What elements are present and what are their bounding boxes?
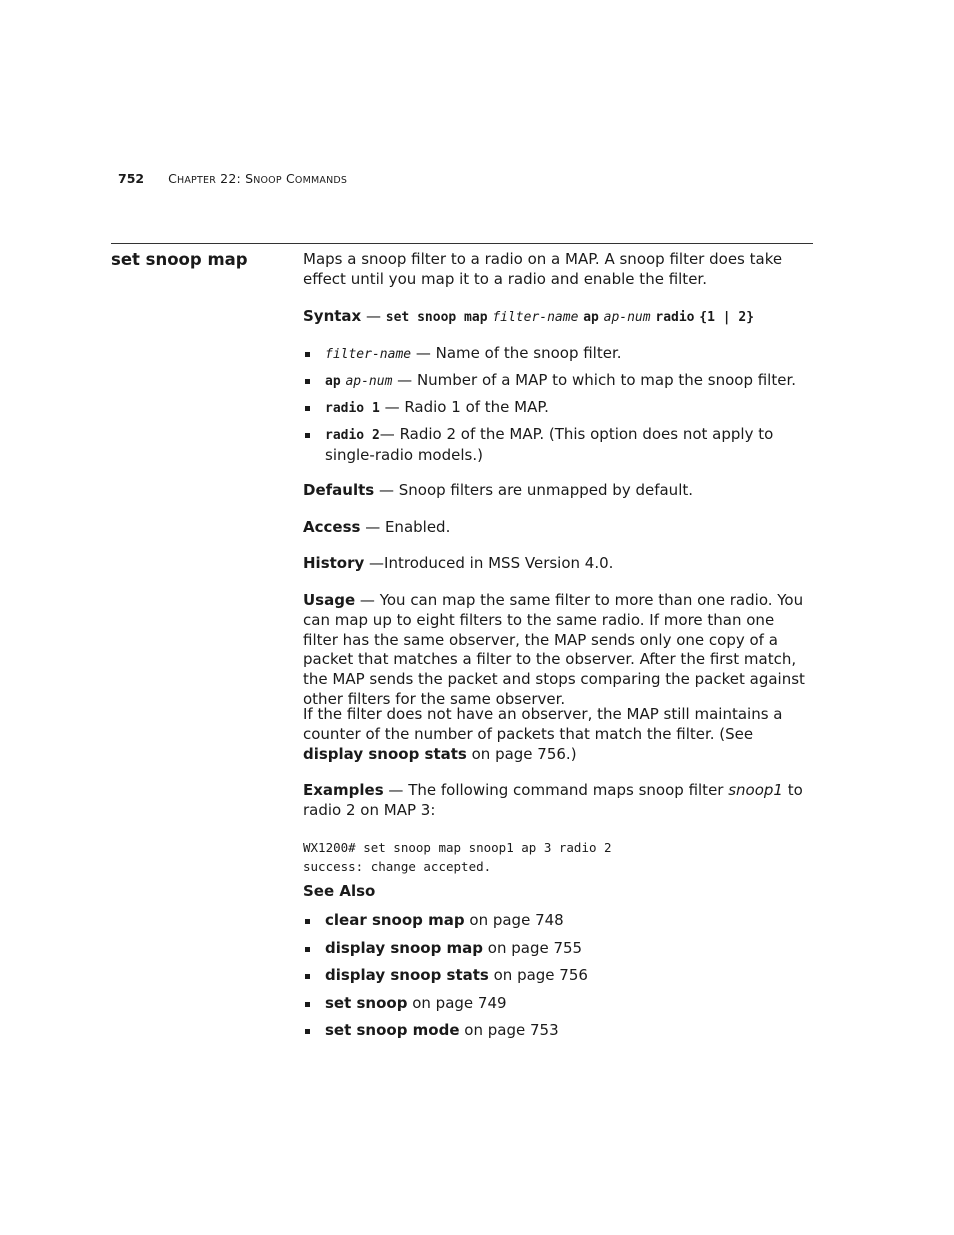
page-number: 752 xyxy=(118,171,145,186)
list-item: display snoop map on page 755 xyxy=(303,939,813,967)
syntax-kw-radio: radio xyxy=(655,310,695,325)
list-item: filter-name — Name of the snoop filter. xyxy=(303,344,813,371)
xref-link[interactable]: set snoop mode xyxy=(325,1021,460,1039)
section-rule xyxy=(111,243,813,244)
list-item: set snoop mode on page 753 xyxy=(303,1021,813,1049)
list-item: radio 2— Radio 2 of the MAP. (This option does not apply to single-radio models.) xyxy=(303,425,813,466)
xref-link[interactable]: clear snoop map xyxy=(325,911,465,929)
usage-paragraph: Usage — You can map the same filter to more than one radio. You can map up to eight filters to the same radio. If more than one filter has the same observer, the MAP sends only one copy of a packet that matches a filter to the observer. After the first match, the MAP sends the packet and stops comparing the packet against other filters for the same observer. xyxy=(303,591,805,708)
bullet-icon xyxy=(305,974,310,979)
syntax-arg-ap: ap-num xyxy=(603,310,651,325)
code-example xyxy=(303,839,813,876)
list-item: ap ap-num — Number of a MAP to which to map the snoop filter. xyxy=(303,371,813,398)
running-head xyxy=(118,171,347,186)
examples-paragraph: Examples — The following command maps snoop filter snoop1 to radio 2 on MAP 3: xyxy=(303,781,803,819)
intro-paragraph: Maps a snoop filter to a radio on a MAP. A snoop filter does take effect until you map it to a radio and enable the filter. xyxy=(303,250,783,288)
access-line: Access — Enabled. xyxy=(303,518,451,536)
bullet-icon xyxy=(305,947,310,952)
syntax-kw-ap: ap xyxy=(583,310,599,325)
bullet-icon xyxy=(305,379,310,384)
xref-link[interactable]: display snoop stats xyxy=(325,966,489,984)
syntax-line: Syntax — set snoop map filter-name ap ap-num radio {1 | 2} xyxy=(303,307,755,325)
list-item: set snoop on page 749 xyxy=(303,994,813,1022)
history-line: History —Introduced in MSS Version 4.0. xyxy=(303,554,614,572)
syntax-cmd: set snoop map xyxy=(385,310,488,325)
xref-display-snoop-stats: display snoop stats xyxy=(303,744,467,763)
see-also-list xyxy=(303,911,813,1049)
code-line: WX1200# set snoop map snoop1 ap 3 radio 2 xyxy=(303,840,612,855)
list-item: display snoop stats on page 756 xyxy=(303,966,813,994)
chapter-title: CHAPTER 22: SNOOP COMMANDS xyxy=(168,171,348,186)
bullet-icon xyxy=(305,1029,310,1034)
xref-link[interactable]: display snoop map xyxy=(325,938,484,957)
syntax-choice: {1 | 2} xyxy=(699,310,755,325)
syntax-arg-filter: filter-name xyxy=(492,310,579,325)
bullet-icon xyxy=(305,433,310,438)
bullet-icon xyxy=(305,406,310,411)
bullet-icon xyxy=(305,352,310,357)
see-also-heading: See Also xyxy=(303,882,376,900)
list-item: clear snoop map on page 748 xyxy=(303,911,813,939)
syntax-label: Syntax xyxy=(303,307,362,325)
section-title: set snoop map xyxy=(111,250,248,269)
xref-link[interactable]: set snoop xyxy=(325,993,408,1012)
observer-paragraph: If the filter does not have an observer, the MAP still maintains a counter of the number of packets that match the filter. (See display snoop stats on page 756.) xyxy=(303,705,783,763)
param-list xyxy=(303,344,813,466)
list-item: radio 1 — Radio 1 of the MAP. xyxy=(303,398,813,425)
bullet-icon xyxy=(305,919,310,924)
defaults-line: Defaults — Snoop filters are unmapped by default. xyxy=(303,481,694,499)
code-line: success: change accepted. xyxy=(303,858,492,874)
bullet-icon xyxy=(305,1002,310,1007)
